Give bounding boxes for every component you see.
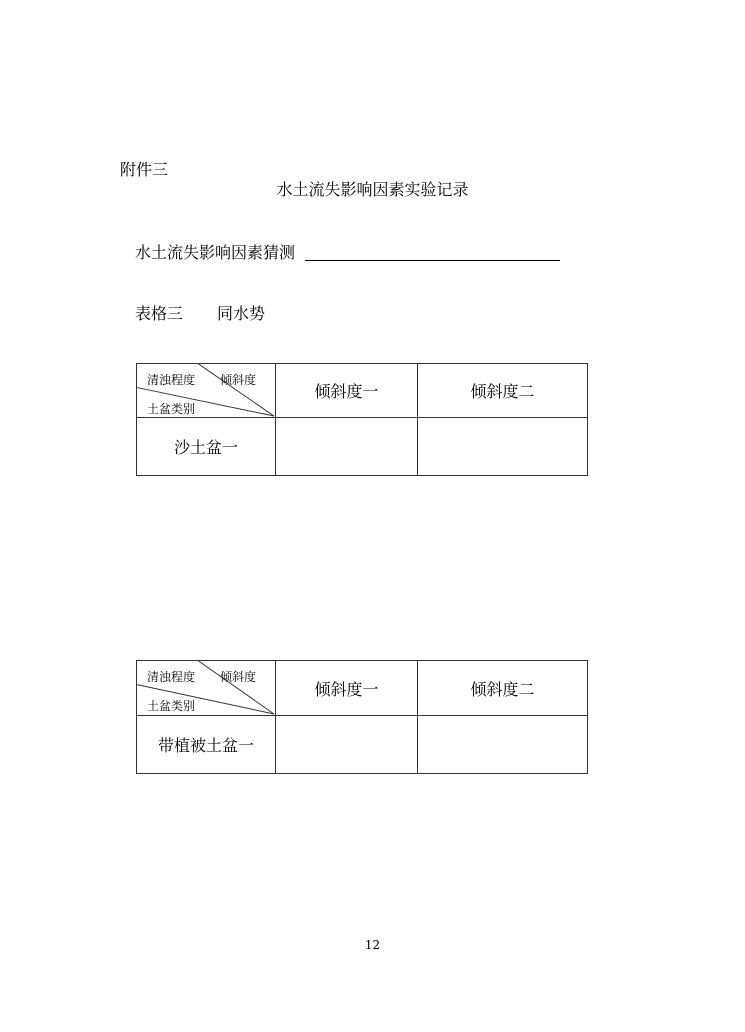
table-cell-blank: [276, 716, 418, 774]
hypothesis-label: 水土流失影响因素猜测: [135, 243, 296, 262]
column-header-label: 倾斜度一: [314, 679, 379, 699]
attachment-label: 附件三: [120, 160, 169, 179]
corner-label-slope: 倾斜度: [220, 373, 257, 387]
table-cell-blank: [418, 418, 588, 476]
corner-label-slope: 倾斜度: [220, 670, 257, 684]
table-caption-label: 表格三: [135, 304, 184, 323]
column-header-label: 倾斜度一: [314, 382, 379, 401]
column-header: [418, 364, 588, 418]
column-header-label: 倾斜度二: [470, 382, 535, 401]
row-header-label: 沙土盆一: [173, 438, 238, 457]
corner-label-clarity: 清浊程度: [147, 670, 196, 684]
record-table-sand: [136, 363, 588, 476]
corner-label-clarity: 清浊程度: [147, 373, 196, 387]
column-header: [418, 661, 588, 716]
corner-label-soil-type: 土盆类别: [147, 699, 196, 713]
table-header-corner: [137, 364, 276, 418]
row-header: [137, 716, 276, 774]
table-cell-blank: [418, 716, 588, 774]
hypothesis-blank-line: [305, 260, 560, 261]
column-header: [276, 364, 418, 418]
row-header-label: 带植被土盆一: [157, 736, 254, 755]
row-header: [137, 418, 276, 476]
record-table-vegetated: [136, 660, 588, 774]
table-caption-condition: 同水势: [217, 304, 266, 323]
table-header-corner: [137, 661, 276, 716]
page-number: 12: [364, 938, 381, 952]
document-title: 水土流失影响因素实验记录: [276, 180, 469, 199]
corner-label-soil-type: 土盆类别: [147, 402, 196, 416]
column-header: [276, 661, 418, 716]
column-header-label: 倾斜度二: [470, 679, 535, 699]
table-cell-blank: [276, 418, 418, 476]
